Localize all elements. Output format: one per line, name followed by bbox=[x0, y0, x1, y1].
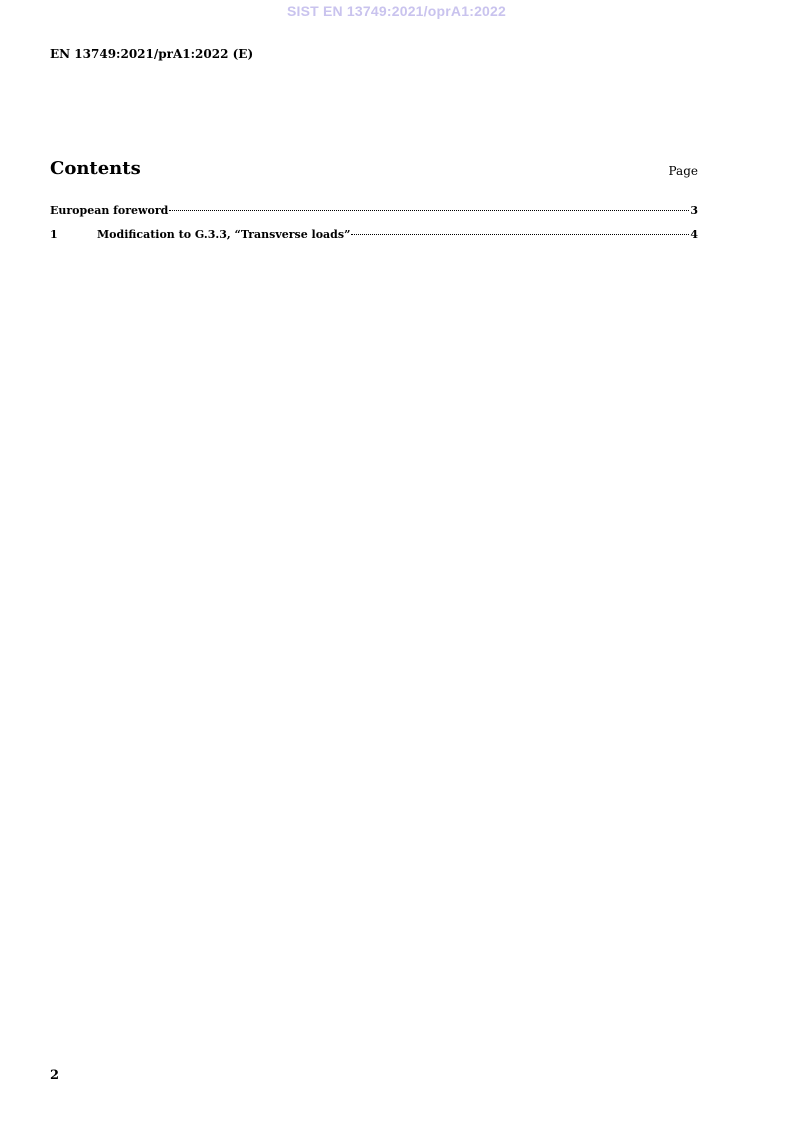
toc-entry-title: Modification to G.3.3, “Transverse loads” bbox=[97, 228, 351, 241]
toc-dot-leader bbox=[351, 234, 689, 235]
document-id: EN 13749:2021/prA1:2022 (E) bbox=[50, 47, 254, 61]
toc-entry-title: European foreword bbox=[50, 204, 169, 217]
page-column-label: Page bbox=[668, 164, 698, 178]
page-number: 2 bbox=[50, 1068, 60, 1083]
toc-entry-page: 3 bbox=[690, 204, 698, 217]
toc-entry-number: 1 bbox=[50, 228, 58, 241]
contents-title: Contents bbox=[50, 158, 141, 179]
toc-entry-page: 4 bbox=[690, 228, 698, 241]
toc-entry-european-foreword[interactable] bbox=[50, 204, 698, 220]
watermark: SIST EN 13749:2021/oprA1:2022 bbox=[286, 3, 507, 19]
contents-heading-row bbox=[50, 158, 698, 184]
toc-entry-modification-g33[interactable] bbox=[50, 228, 698, 244]
toc-dot-leader bbox=[169, 210, 689, 211]
table-of-contents bbox=[50, 204, 698, 252]
